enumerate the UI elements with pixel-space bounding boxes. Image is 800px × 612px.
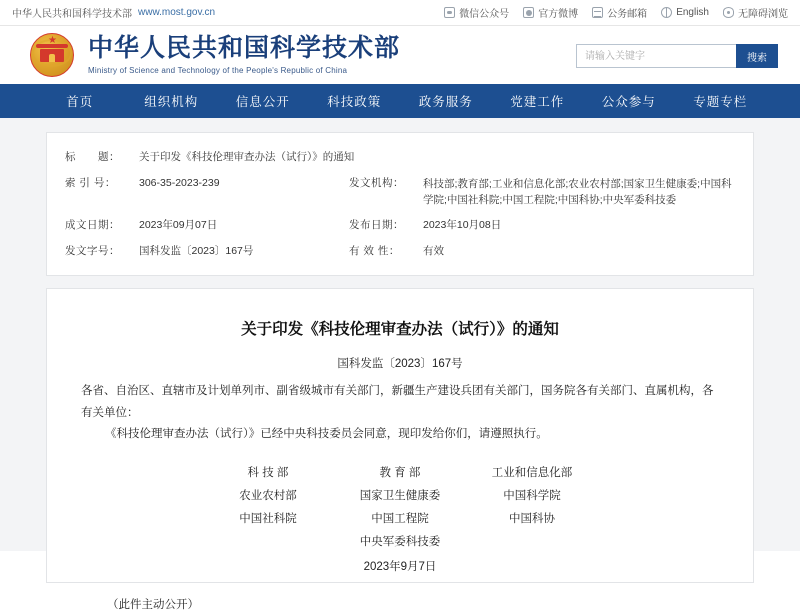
page-title-english: Ministry of Science and Technology of the People's Republic of China [88,66,348,76]
eye-icon [723,7,734,18]
document-title: 关于印发《科技伦理审查办法（试行）》的通知 [241,320,559,338]
nav-item-home[interactable]: 首页 [66,95,94,109]
table-row [65,171,735,214]
site-header [0,26,800,84]
metadata-table [65,145,735,265]
signer-name: 中国工程院 [371,513,429,526]
document-paragraph-1: 各省、自治区、直辖市及计划单列市、副省级城市有关部门，新疆生产建设兵团有关部门，国务院各有关部门、直属机构，各有关单位： [81,384,714,419]
meta-value-doc-number: 国科发监〔2023〕167号 [139,245,254,258]
site-identity [12,5,215,20]
document-footnote: （此件主动公开） [107,599,199,612]
meta-label-publish-date: 发布日期： [349,219,404,232]
signer-name: 国家卫生健康委 [359,490,441,503]
nav-item-info-disclosure[interactable]: 信息公开 [235,95,290,109]
topbar-link-label: English [676,7,709,18]
topbar-link-label: 公务邮箱 [607,9,648,20]
site-name: 中华人民共和国科学技术部 [12,9,132,20]
content-area [0,118,800,612]
topbar-link-label: 微信公众号 [459,9,510,20]
nav-item-organization[interactable]: 组织机构 [144,95,199,109]
document-number: 国科发监〔2023〕167号 [337,357,463,370]
table-row [65,213,735,239]
signer-name: 工业和信息化部 [491,467,573,480]
topbar-link-english[interactable] [661,7,709,18]
meta-value-publish-date: 2023年10月08日 [423,219,502,232]
site-url[interactable]: www.most.gov.cn [138,7,216,18]
meta-label-index: 索 引 号： [65,176,116,189]
signer-name: 中央军委科技委 [359,536,441,549]
meta-label-doc-number: 发文字号： [65,245,120,258]
topbar-link-mail[interactable] [592,5,647,20]
topbar-link-accessibility[interactable] [723,5,788,20]
search-button[interactable]: 搜索 [736,44,778,68]
document-metadata-panel [46,132,754,276]
signer-name: 中国科学院 [503,490,561,503]
signer-row [81,485,719,508]
signer-name: 农业农村部 [239,490,297,503]
nav-item-public-participation[interactable]: 公众参与 [601,95,656,109]
meta-label-validity: 有 效 性： [349,245,400,258]
signer-row [81,508,719,531]
topbar-link-weibo[interactable] [523,5,578,20]
table-row [65,239,735,265]
meta-value-validity: 有效 [423,245,444,258]
document-signers [81,462,719,554]
nav-item-party-work[interactable]: 党建工作 [510,95,565,109]
meta-value-title: 关于印发《科技伦理审查办法（试行）》的通知 [139,151,355,163]
weibo-icon [523,7,534,18]
meta-value-issuer: 科技部;教育部;工业和信息化部;农业农村部;国家卫生健康委;中国科学院;中国社科院;中国工程院;中国科协;中央军委科技委 [423,177,732,207]
document-body-panel [46,288,754,612]
topbar-links [444,5,788,20]
topbar-link-wechat[interactable] [444,5,509,20]
search-input[interactable] [576,44,736,68]
meta-label-issuer: 发文机构： [349,176,404,189]
nav-item-services[interactable]: 政务服务 [418,95,473,109]
meta-value-written-date: 2023年09月07日 [139,219,218,232]
meta-label-title: 标 题： [65,151,120,163]
mail-icon [592,7,603,18]
signer-name: 科 技 部 [247,467,289,480]
emblem-gate [40,49,64,62]
table-row [65,145,735,171]
signer-row [81,531,719,554]
wechat-icon [444,7,455,18]
page-title: 中华人民共和国科学技术部 [88,34,401,62]
meta-label-written-date: 成文日期： [65,219,120,232]
topbar-link-label: 官方微博 [538,9,579,20]
nav-item-special-topics[interactable]: 专题专栏 [693,95,748,109]
document-sign-date: 2023年9月7日 [363,561,437,574]
signer-name: 教 育 部 [379,467,421,480]
topbar-link-label: 无障碍浏览 [738,9,788,20]
header-titles [88,35,400,76]
main-nav [0,84,800,118]
meta-value-index: 306-35-2023-239 [139,176,220,189]
nav-item-policy[interactable]: 科技政策 [327,95,382,109]
signer-name: 中国社科院 [239,513,297,526]
signer-row [81,462,719,485]
top-utility-bar [0,0,800,26]
globe-icon [661,7,672,18]
emblem-star: ★ [48,35,57,46]
search-box [576,44,778,68]
document-paragraph-2: 《科技伦理审查办法（试行）》已经中央科技委员会同意，现印发给你们，请遵照执行。 [105,428,548,441]
signer-name: 中国科协 [509,513,555,526]
national-emblem-icon [28,31,76,79]
